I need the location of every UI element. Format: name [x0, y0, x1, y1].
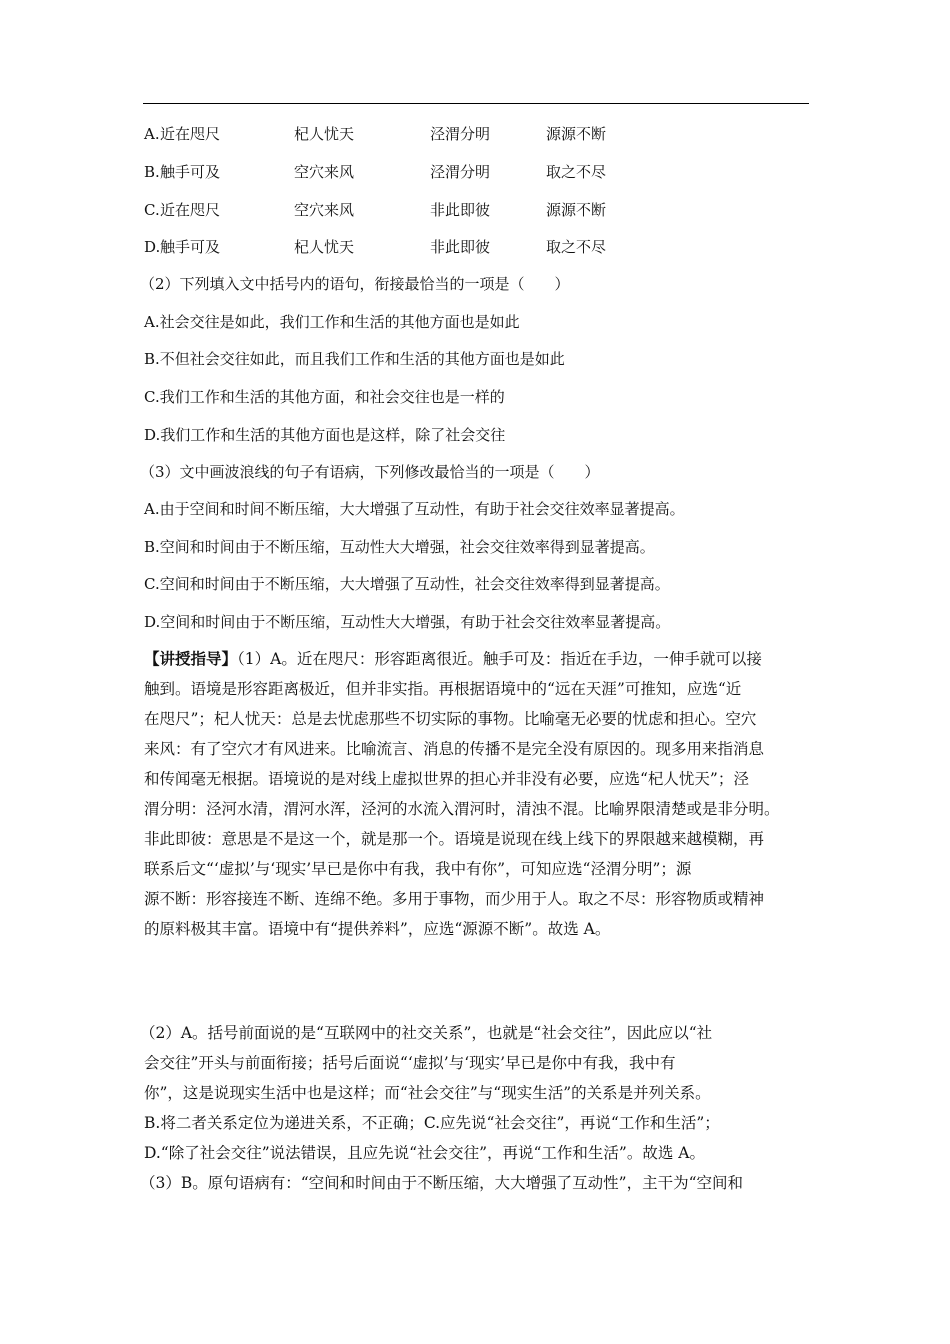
option-word: 空穴来风 [294, 163, 355, 181]
header-rule [143, 103, 809, 104]
option-word: 近在咫尺 [160, 201, 221, 219]
q3-option-c: C.空间和时间由于不断压缩，大大增强了互动性，社会交往效率得到显著提高。 [144, 575, 670, 593]
guide-line: B.将二者关系定位为递进关系，不正确；C.应先说“社会交往”，再说“工作和生活”； [144, 1114, 720, 1132]
guide-line: 你”，这是说现实生活中也是这样；而“社会交往”与“现实生活”的关系是并列关系。 [144, 1084, 711, 1102]
guide-line: 触到。语境是形容距离极近，但并非实指。再根据语境中的“远在天涯”可推知，应选“近 [144, 680, 742, 698]
guide-line: （2）A。括号前面说的是“互联网中的社交关系”，也就是“社会交往”，因此应以“社 [140, 1024, 713, 1042]
option-label: B. [144, 163, 160, 181]
option-word: 触手可及 [160, 163, 221, 181]
guide-line: 的原料极其丰富。语境中有“提供养料”，应选“源源不断”。故选 A。 [144, 920, 611, 938]
option-word: 源源不断 [546, 201, 607, 219]
guide-line: 源不断：形容接连不断、连绵不绝。多用于事物，而少用于人。取之不尽：形容物质或精神 [144, 890, 765, 908]
option-word: 源源不断 [546, 125, 607, 143]
guide-line: 在咫尺”；杞人忧天：总是去忧虑那些不切实际的事物。比喻毫无必要的忧虑和担心。空穴 [144, 710, 757, 728]
guide-text: （1）A。近在咫尺：形容距离很近。触手可及：指近在手边，一伸手就可以接 [237, 650, 762, 668]
q3-option-d: D.空间和时间由于不断压缩，互动性大大增强，有助于社会交往效率显著提高。 [144, 613, 671, 631]
guide-line: 会交往”开头与前面衔接；括号后面说“‘虚拟’与‘现实’早已是你中有我，我中有 [144, 1054, 676, 1072]
option-word: 杞人忧天 [294, 238, 355, 256]
q3-stem: （3）文中画波浪线的句子有语病，下列修改最恰当的一项是（ ） [140, 463, 600, 481]
option-word: 触手可及 [160, 238, 221, 256]
guide-line: 和传闻毫无根据。语境说的是对线上虚拟世界的担心并非没有必要，应选“杞人忧天”；泾 [144, 770, 749, 788]
option-word: 近在咫尺 [160, 125, 221, 143]
option-label: A. [144, 125, 160, 143]
option-word: 取之不尽 [546, 238, 607, 256]
guide-paragraph-2 [140, 1018, 804, 1168]
guide-line: 来风：有了空穴才有风进来。比喻流言、消息的传播不是完全没有原因的。现多用来指消息 [144, 740, 765, 758]
option-word: 泾渭分明 [430, 125, 491, 143]
guide-line: D.“除了社会交往”说法错误，且应先说“社会交往”，再说“工作和生活”。故选 A。 [144, 1144, 705, 1162]
guide-line: 渭分明：泾河水清，渭河水浑，泾河的水流入渭河时，清浊不混。比喻界限清楚或是非分明。 [144, 800, 780, 818]
guide-line: （3）B。原句语病有：“空间和时间由于不断压缩，大大增强了互动性”，主干为“空间和 [140, 1174, 744, 1192]
option-word: 取之不尽 [546, 163, 607, 181]
q3-option-a: A.由于空间和时间不断压缩，大大增强了互动性，有助于社会交往效率显著提高。 [144, 500, 685, 518]
guide-line [144, 644, 808, 674]
q2-option-d: D.我们工作和生活的其他方面也是这样，除了社会交往 [144, 426, 506, 444]
q2-option-b: B.不但社会交往如此，而且我们工作和生活的其他方面也是如此 [144, 350, 565, 368]
option-label: C. [144, 201, 160, 219]
guide-line: 非此即彼：意思是不是这一个，就是那一个。语境是说现在线上线下的界限越来越模糊，再 [144, 830, 765, 848]
q2-stem: （2）下列填入文中括号内的语句，衔接最恰当的一项是（ ） [140, 275, 570, 293]
q2-option-c: C.我们工作和生活的其他方面，和社会交往也是一样的 [144, 388, 505, 406]
option-label: D. [144, 238, 161, 256]
option-word: 杞人忧天 [294, 125, 355, 143]
option-word: 空穴来风 [294, 201, 355, 219]
option-word: 非此即彼 [430, 201, 491, 219]
guide-paragraph-3 [140, 1168, 804, 1198]
option-word: 非此即彼 [430, 238, 491, 256]
guide-line: 联系后文“‘虚拟’与‘现实’早已是你中有我，我中有你”，可知应选“泾渭分明”；源 [144, 860, 692, 878]
q3-option-b: B.空间和时间由于不断压缩，互动性大大增强，社会交往效率得到显著提高。 [144, 538, 655, 556]
guide-heading: 【讲授指导】 [144, 649, 238, 668]
guide-paragraph-1 [144, 644, 808, 944]
option-word: 泾渭分明 [430, 163, 491, 181]
q2-option-a: A.社会交往是如此，我们工作和生活的其他方面也是如此 [144, 313, 520, 331]
